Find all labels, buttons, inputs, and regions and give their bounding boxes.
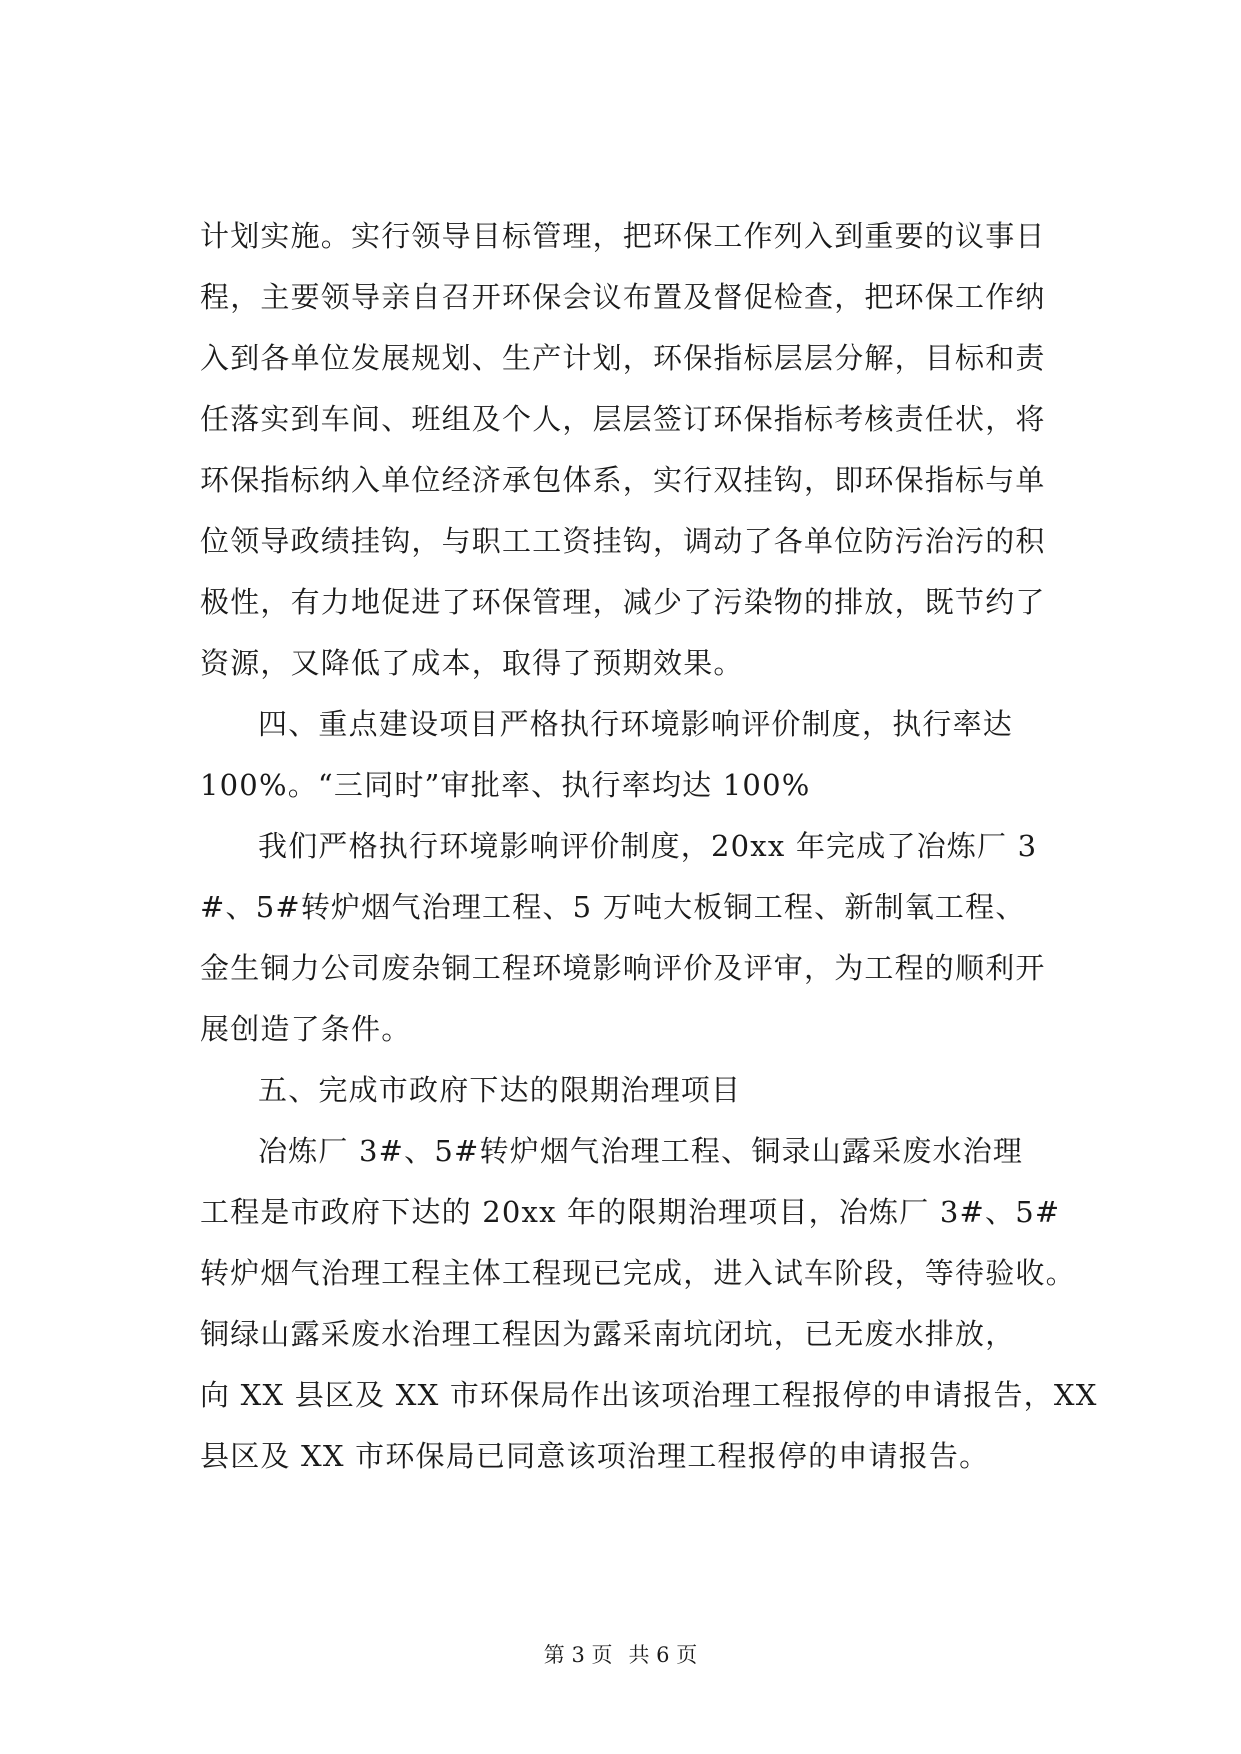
paragraph-line: 我们严格执行环境影响评价制度，20xx 年完成了冶炼厂 3 (258, 829, 1038, 863)
paragraph-line: 金生铜力公司废杂铜工程环境影响评价及评审，为工程的顺利开 (200, 951, 1046, 985)
paragraph-line: 工程是市政府下达的 20xx 年的限期治理项目，冶炼厂 3#、5# (200, 1195, 1061, 1229)
paragraph-line: 计划实施。实行领导目标管理，把环保工作列入到重要的议事日 (200, 219, 1046, 253)
section-heading-4-cont: 100%。“三同时”审批率、执行率均达 100% (200, 768, 811, 802)
paragraph-line: 位领导政绩挂钩，与职工工资挂钩，调动了各单位防污治污的积 (200, 524, 1046, 558)
paragraph-line: 资源，又降低了成本，取得了预期效果。 (200, 646, 744, 680)
page-number: 第 3 页 (543, 1643, 613, 1667)
paragraph-line: 铜绿山露采废水治理工程因为露采南坑闭坑，已无废水排放， (200, 1317, 1016, 1351)
paragraph-line: 极性，有力地促进了环保管理，减少了污染物的排放，既节约了 (200, 585, 1046, 619)
paragraph-line: 环保指标纳入单位经济承包体系，实行双挂钩，即环保指标与单 (200, 463, 1046, 497)
paragraph-line: #、5#转炉烟气治理工程、5 万吨大板铜工程、新制氧工程、 (200, 890, 1026, 924)
paragraph-line: 向 XX 县区及 XX 市环保局作出该项治理工程报停的申请报告，XX (200, 1378, 1098, 1412)
paragraph-line: 任落实到车间、班组及个人，层层签订环保指标考核责任状，将 (200, 402, 1046, 436)
paragraph-line: 县区及 XX 市环保局已同意该项治理工程报停的申请报告。 (200, 1439, 990, 1473)
page-total: 共 6 页 (628, 1643, 698, 1667)
paragraph-line: 冶炼厂 3#、5#转炉烟气治理工程、铜录山露采废水治理 (258, 1134, 1024, 1168)
section-heading-5: 五、完成市政府下达的限期治理项目 (258, 1073, 742, 1107)
document-body (200, 206, 1098, 1487)
paragraph-line: 入到各单位发展规划、生产计划，环保指标层层分解，目标和责 (200, 341, 1046, 375)
paragraph-line: 展创造了条件。 (200, 1012, 412, 1046)
paragraph-line: 程，主要领导亲自召开环保会议布置及督促检查，把环保工作纳 (200, 280, 1046, 314)
paragraph-line: 转炉烟气治理工程主体工程现已完成，进入试车阶段，等待验收。 (200, 1256, 1076, 1290)
section-heading-4: 四、重点建设项目严格执行环境影响评价制度，执行率达 (258, 707, 1014, 741)
page-footer (0, 1640, 1241, 1670)
